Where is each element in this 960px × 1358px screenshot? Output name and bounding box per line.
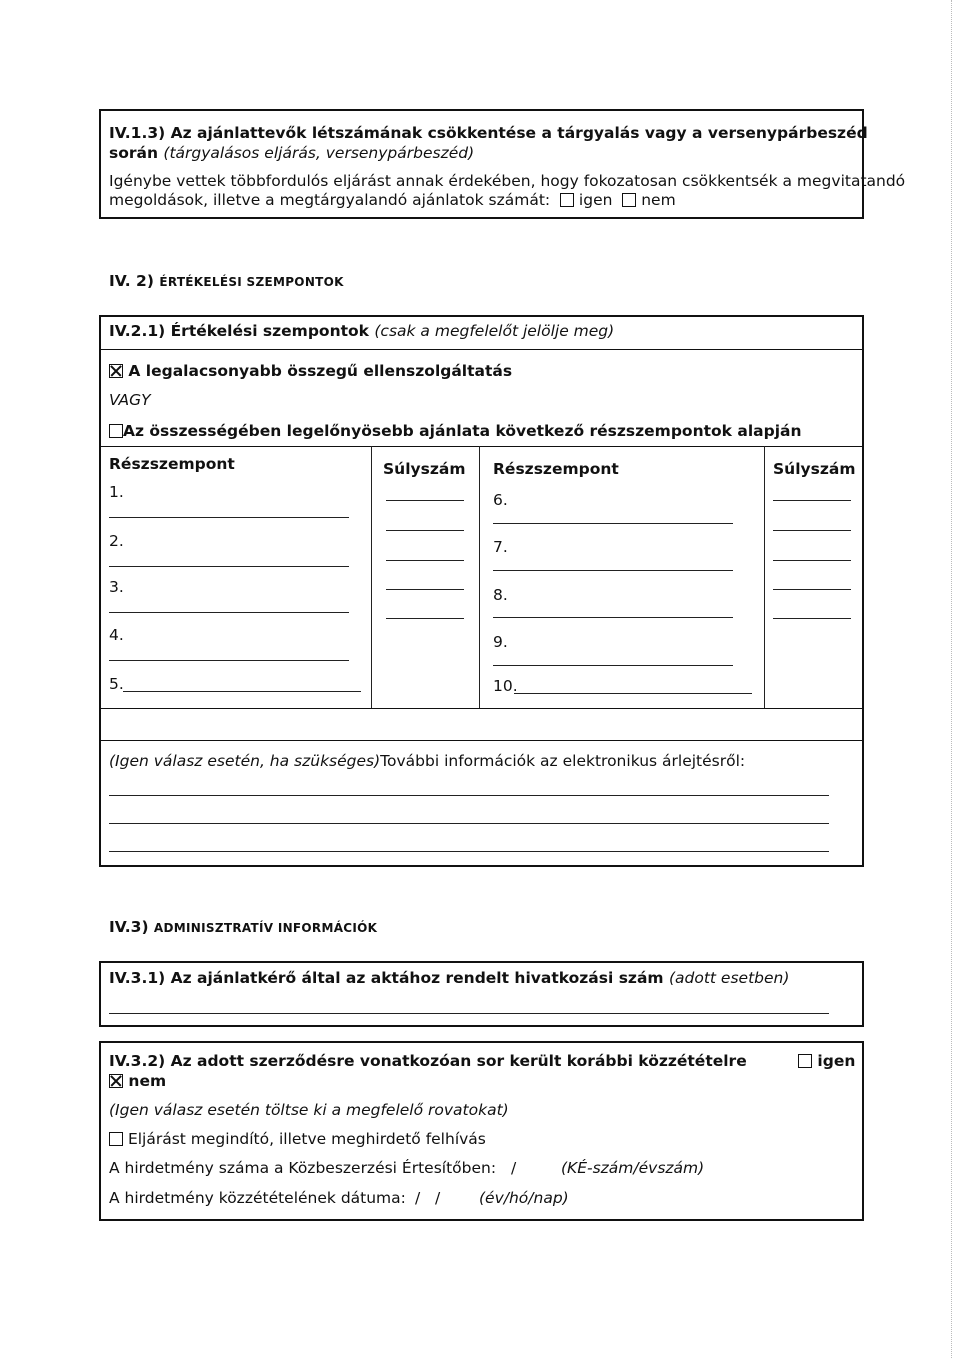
q2-no-checkbox[interactable]: [109, 1074, 123, 1088]
criterion-number: 5.: [109, 675, 124, 693]
col-header-weight-right: Súlyszám: [773, 460, 856, 478]
q2-note: (Igen válasz esetén töltse ki a megfelelő rovatokat): [109, 1101, 509, 1119]
section-iv-2-1-box: [99, 315, 864, 867]
criterion-field-line[interactable]: [493, 523, 733, 524]
auction-info-line[interactable]: [109, 795, 829, 796]
weight-field-line[interactable]: [773, 530, 851, 531]
heading-italic-part: (csak a megfelelőt jelölje meg): [374, 322, 615, 340]
no-checkbox[interactable]: [622, 193, 636, 207]
heading-bold-part: IV.3.1) Az ajánlatkérő által az aktához rendelt hivatkozási szám: [109, 969, 669, 987]
heading-bold-part: során: [109, 144, 164, 162]
weight-field-line[interactable]: [773, 618, 851, 619]
auction-info-label: [109, 752, 745, 771]
section-iv-1-3-body-line2: [109, 191, 676, 210]
notice-date-format: (év/hó/nap): [479, 1189, 569, 1207]
best-value-checkbox[interactable]: [109, 424, 123, 438]
weight-field-line[interactable]: [386, 560, 464, 561]
col-header-part-right: Részszempont: [493, 460, 619, 478]
q2-yes-label: igen: [817, 1052, 856, 1070]
section-iv-2-caps: ÉRTÉKELÉSI SZEMPONTOK: [159, 275, 344, 289]
section-iv-2-prefix: IV. 2): [109, 272, 160, 290]
auction-info-line[interactable]: [109, 851, 829, 852]
section-iv-1-3-heading-line2: [109, 144, 474, 163]
weight-field-line[interactable]: [386, 530, 464, 531]
notice-number-separator[interactable]: /: [511, 1159, 517, 1177]
no-label: nem: [641, 191, 676, 209]
notice-number-format: (KÉ-szám/évszám): [561, 1159, 705, 1177]
notice-date-separator[interactable]: / /: [415, 1189, 441, 1207]
section-iv-3-caps: ADMINISZTRATÍV INFORMÁCIÓK: [153, 921, 378, 935]
criterion-number: 7.: [493, 538, 508, 556]
q2-notice-option: [109, 1130, 486, 1149]
section-iv-2-heading: [109, 272, 344, 292]
notice-number-label: A hirdetmény száma a Közbeszerzési Értesítőben:: [109, 1159, 497, 1177]
option-best-value: [109, 422, 802, 441]
option-best-value-label: Az összességében legelőnyösebb ajánlata következő részszempontok alapján: [123, 422, 802, 440]
criterion-field-line[interactable]: [109, 660, 349, 661]
criterion-field-line[interactable]: [493, 617, 733, 618]
criterion-number: 3.: [109, 578, 124, 596]
criterion-number: 6.: [493, 491, 508, 509]
auction-info-text: További információk az elektronikus árlejtésről:: [380, 752, 746, 770]
section-iv-3-prefix: IV.3): [109, 918, 154, 936]
q2-yes-option: [798, 1052, 855, 1071]
vagy-label: VAGY: [109, 391, 151, 409]
criterion-number: 10.: [493, 677, 518, 695]
criterion-field-line[interactable]: [123, 691, 361, 692]
notice-date-label: A hirdetmény közzétételének dátuma:: [109, 1189, 406, 1207]
section-iv-2-1-heading: [109, 322, 614, 341]
weight-field-line[interactable]: [386, 589, 464, 590]
section-iv-3-2-heading: IV.3.2) Az adott szerződésre vonatkozóan sor került korábbi közzétételre: [109, 1052, 747, 1070]
heading-bold-part: IV.2.1) Értékelési szempontok: [109, 322, 375, 340]
col-divider-3: [764, 446, 765, 708]
option-lowest-price: [109, 362, 512, 381]
col-header-part-left: Részszempont: [109, 455, 235, 473]
heading-italic-part: (tárgyalásos eljárás, versenypárbeszéd): [163, 144, 475, 162]
criterion-field-line[interactable]: [109, 517, 349, 518]
body-line2-text: megoldások, illetve a megtárgyalandó ajánlatok számát:: [109, 191, 551, 209]
weight-field-line[interactable]: [773, 560, 851, 561]
criterion-field-line[interactable]: [109, 612, 349, 613]
info-divider: [99, 740, 864, 741]
criterion-field-line[interactable]: [514, 693, 752, 694]
heading-italic-part: (adott esetben): [668, 969, 790, 987]
section-iv-3-heading: [109, 918, 377, 938]
yes-checkbox[interactable]: [560, 193, 574, 207]
q2-no-option: [109, 1072, 166, 1091]
col-header-weight-left: Súlyszám: [383, 460, 466, 478]
page-edge: [951, 0, 952, 1358]
criterion-field-line[interactable]: [493, 665, 733, 666]
auction-info-line[interactable]: [109, 823, 829, 824]
criteria-bottom-divider: [99, 708, 864, 709]
criteria-divider: [99, 446, 864, 447]
q2-no-label: nem: [128, 1072, 167, 1090]
weight-field-line[interactable]: [386, 618, 464, 619]
criterion-number: 2.: [109, 532, 124, 550]
col-divider-2: [479, 446, 480, 708]
section-iv-1-3-body-line1: Igénybe vettek többfordulós eljárást annak érdekében, hogy fokozatosan csökkentsék a megvitatandó: [109, 172, 906, 190]
weight-field-line[interactable]: [773, 589, 851, 590]
criterion-number: 1.: [109, 483, 124, 501]
section-iv-1-3-heading: IV.1.3) Az ajánlattevők létszámának csökkentése a tárgyalás vagy a versenypárbeszéd: [109, 124, 868, 142]
criterion-number: 8.: [493, 586, 508, 604]
notice-label: Eljárást megindító, illetve meghirdető felhívás: [127, 1130, 486, 1148]
yes-label: igen: [578, 191, 613, 209]
weight-field-line[interactable]: [773, 500, 851, 501]
lowest-price-checkbox[interactable]: [109, 364, 123, 378]
heading-divider: [99, 349, 864, 350]
col-divider-1: [371, 446, 372, 708]
auction-info-italic: (Igen válasz esetén, ha szükséges): [109, 752, 381, 770]
criterion-field-line[interactable]: [109, 566, 349, 567]
notice-checkbox[interactable]: [109, 1132, 123, 1146]
reference-number-line[interactable]: [109, 1013, 829, 1014]
criterion-number: 4.: [109, 626, 124, 644]
q2-yes-checkbox[interactable]: [798, 1054, 812, 1068]
option-lowest-price-label: A legalacsonyabb összegű ellenszolgáltatás: [128, 362, 513, 380]
weight-field-line[interactable]: [386, 500, 464, 501]
criterion-field-line[interactable]: [493, 570, 733, 571]
section-iv-3-1-heading: [109, 969, 789, 988]
criterion-number: 9.: [493, 633, 508, 651]
